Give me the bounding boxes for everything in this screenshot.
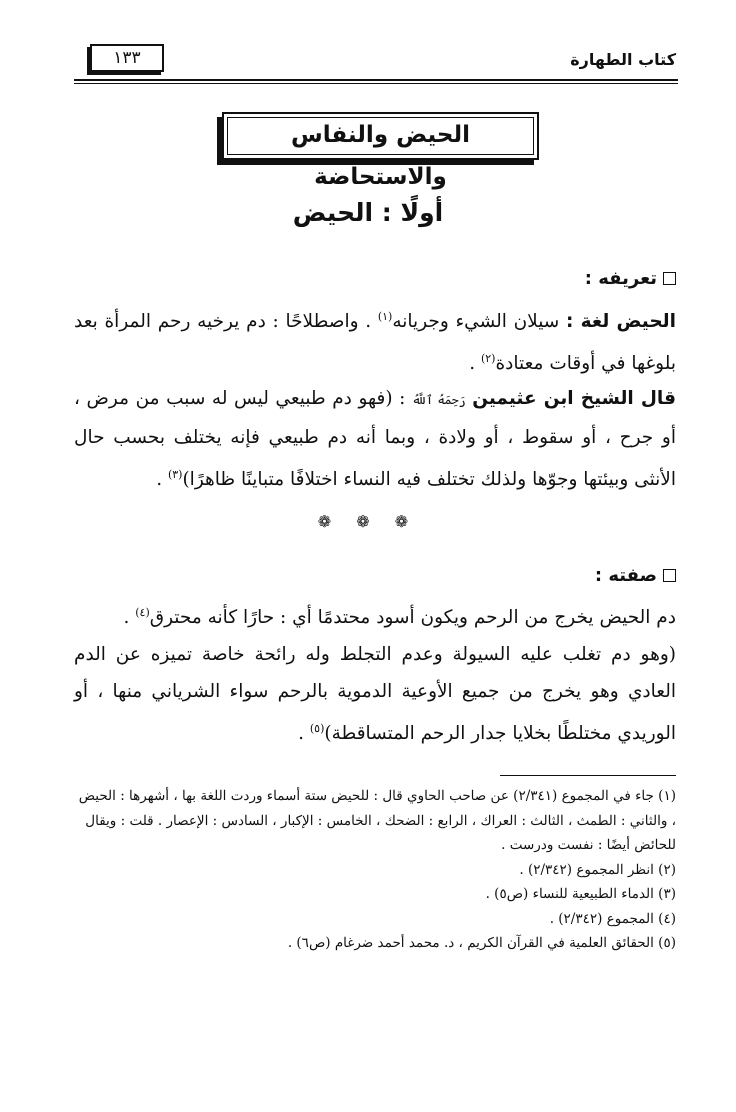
checkbox-bullet-icon	[663, 569, 676, 582]
quote-text: : (فهو دم طبيعي ليس له سبب من مرض ، أو جرح ، أو سقوط ، أو ولادة ، وبما أنه دم طبيعي فإنه يختلف بحسب حال الأنثى وبيئتها وجوّها ولذلك تختلف فيه النساء اختلافًا متباينًا ظاهرًا)	[74, 388, 676, 491]
chapter-title-frame	[227, 117, 534, 155]
description-paragraph-1	[74, 594, 676, 636]
quote-attribution: قال الشيخ ابن عثيمين	[472, 388, 676, 409]
definition-text-a: سيلان الشيء وجريانه	[392, 311, 567, 333]
running-title: كتاب الطهارة	[570, 50, 676, 69]
description-paragraph-2	[74, 636, 676, 752]
footnote-1: (١) جاء في المجموع (٢/٣٤١) عن صاحب الحاوي قال : للحيض ستة أسماء وردت اللغة بها ، أشهرها : الحيض ، والثاني : الطمث ، الثالث : العراك ، الرابع : الضحك ، الخامس : الإكبار ، السادس : الإعصار . قلت : ويقال للحائض أيضًا : نفست ودرست .	[78, 788, 676, 853]
footnote-ref-4: (٤)	[135, 606, 150, 619]
description-heading	[595, 565, 676, 586]
definition-paragraph-1	[74, 298, 676, 382]
page-number: ١٣٣	[90, 44, 164, 72]
footnote-rule	[500, 775, 676, 776]
description-text: دم الحيض يخرج من الرحم ويكون أسود محتدمًا أي : حارًا كأنه محترق	[149, 607, 676, 629]
definition-heading-text: تعريفه :	[584, 268, 657, 289]
honorific: رَحِمَهُ ٱللَّهُ	[411, 393, 466, 407]
sentence-end: .	[298, 723, 310, 745]
sentence-end: .	[123, 607, 136, 629]
term-label: الحيض لغة :	[566, 311, 676, 333]
header-rule	[74, 79, 678, 84]
description-heading-text: صفته :	[594, 565, 657, 586]
footnote-2: (٢) انظر المجموع (٢/٣٤٢) .	[519, 861, 676, 878]
description-text-2: (وهو دم تغلب عليه السيولة وعدم التجلط وله رائحة خاصة تميزه عن الدم العادي وهو يخرج من جميع الأوعية الدموية بالرحم سواء الشرياني منها ، أو الوريدي مختلطًا بخلايا جدار الرحم المتساقطة)	[74, 644, 676, 745]
definition-heading	[585, 268, 676, 289]
chapter-title-box	[222, 112, 539, 190]
section-separator: ❁ ❁ ❁	[317, 512, 419, 531]
footnote-ref-5: (٥)	[309, 722, 325, 735]
sentence-end: .	[469, 353, 481, 375]
sentence-end: .	[156, 469, 168, 491]
footnote-ref-2: (٢)	[480, 352, 496, 366]
definition-paragraph-2	[74, 380, 676, 498]
footnote-3: (٣) الدماء الطبيعية للنساء (ص٥) .	[485, 886, 676, 902]
checkbox-bullet-icon	[663, 272, 676, 285]
section-title: أولًا : الحيض	[292, 198, 444, 227]
footnote-ref-1: (١)	[377, 310, 393, 323]
definition-text-b: . واصطلاحًا : دم يرخيه رحم المرأة بعد بلوغها في أوقات معتادة	[74, 311, 676, 375]
footnote-4: (٤) المجموع (٢/٣٤٢) .	[549, 910, 676, 927]
chapter-title: الحيض والنفاس والاستحاضة	[290, 122, 470, 190]
footnote-5: (٥) الحقائق العلمية في القرآن الكريم ، د. محمد أحمد ضرغام (ص٦) .	[287, 935, 676, 951]
footnote-ref-3: (٣)	[167, 468, 183, 481]
footnotes	[74, 784, 676, 956]
